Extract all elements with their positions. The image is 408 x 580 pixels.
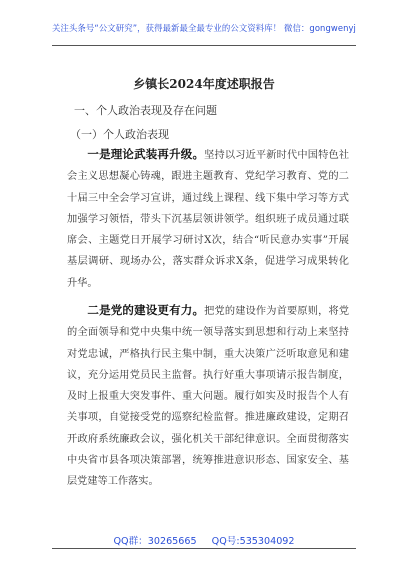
header-divider — [52, 45, 356, 46]
footer-divider — [52, 548, 356, 549]
document-title: 乡镇长2024年度述职报告 — [133, 77, 275, 91]
paragraph-party-building-text: 把党的建设作为首要原则，将党的全面领导和党中央集中统一领导落实到思想和行动上来坚持对党忠诚，严格执行民主集中制，重大决策广泛听取意见和建议，充分运用党员民主监督。执行好重大事项请示报告制度，及时上报重大突发事件、重大问题。履行如实及时报告个人有关事项，自觉接受党的巡察纪检监督。推进廉政建设，定期召开政府系统廉政会议，强化机关干部纪律意识。全面贯彻落实中央省市县各项决策部署，统筹推进意识形态、国家安全、基层党建等工作落实。 — [67, 306, 350, 488]
paragraph-party-building-lead: 二是党的建设更有力。 — [87, 303, 205, 317]
footer-contacts — [0, 533, 408, 547]
subsection-heading: （一）个人政治表现 — [70, 128, 169, 141]
paragraph-party-building — [67, 300, 349, 493]
paragraph-theory-lead: 一是理论武装再升级。 — [87, 147, 205, 161]
header-notice[interactable]: 关注头条号“公文研究”，获得最新最全最专业的公文资料库！ 微信：gongwenyj — [52, 23, 356, 33]
section-heading: 一、个人政治表现及存在问题 — [74, 104, 217, 117]
footer-qq-number[interactable]: QQ号:535304092 — [211, 536, 295, 547]
paragraph-theory-text: 坚持以习近平新时代中国特色社会主义思想凝心铸魂，跟进主题教育、党纪学习教育、党的二十届三中全会学习宣讲，通过线上课程、线下集中学习等方式加强学习领悟，带头下沉基层领讲领学。组织班子成员通过联席会、主题党日开展学习研讨X次，结合“听民意办实事”开展基层调研、现场办公，落实群众诉求X条，促进学习成果转化升华。 — [67, 150, 350, 289]
footer-qq-group[interactable]: QQ群：30265665 — [113, 536, 197, 547]
paragraph-theory — [67, 144, 349, 294]
